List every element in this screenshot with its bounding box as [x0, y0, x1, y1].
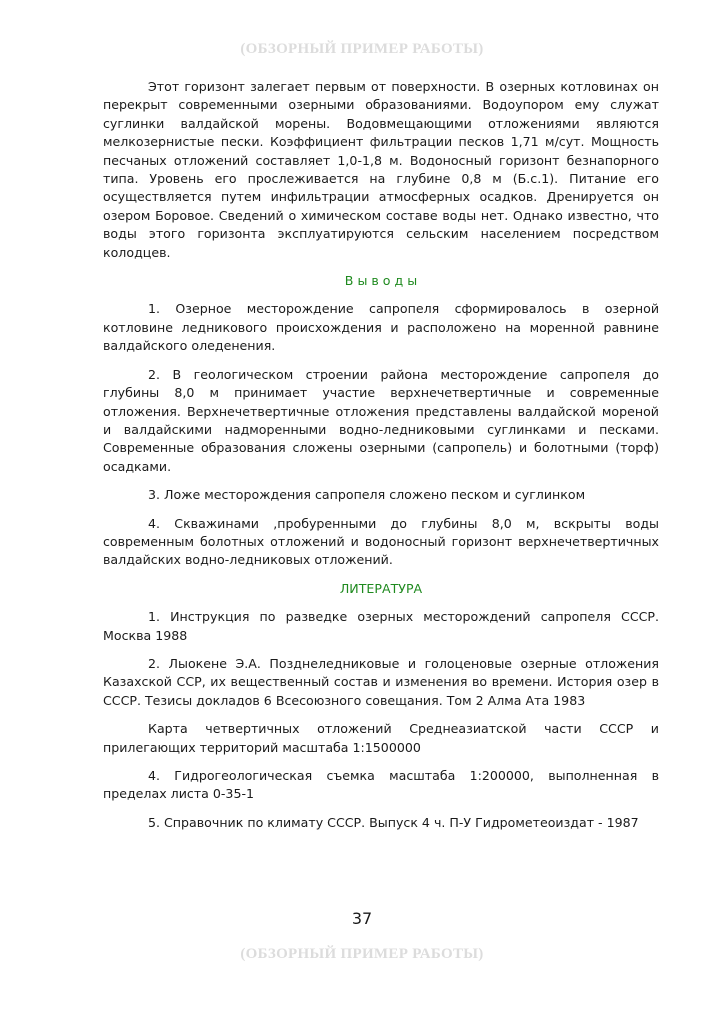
literature-item-3: Карта четвертичных отложений Среднеазиатской части СССР и прилегающих территорий масштаба 1:1500000 — [103, 721, 659, 755]
conclusions-heading: В ы в о д ы — [344, 273, 418, 289]
watermark-bottom: (ОБЗОРНЫЙ ПРИМЕР РАБОТЫ) — [240, 946, 484, 962]
literature-item-4: 4. Гидрогеологическая съемка масштаба 1:200000, выполненная в пределах листа 0-35-1 — [103, 768, 659, 802]
page-body — [103, 78, 659, 832]
literature-item-2: 2. Лыокене Э.А. Позднеледниковые и голоценовые озерные отложения Казахской ССР, их вещественный состав и изменения во времени. История озер в СССР. Тезисы докладов 6 Всесоюзного совещания. Том 2 Алма Ата 1983 — [103, 655, 659, 708]
literature-item-5: 5. Справочник по климату СССР. Выпуск 4 ч. П-У Гидрометеоиздат - 1987 — [148, 814, 639, 830]
intro-paragraph: Этот горизонт залегает первым от поверхности. В озерных котловинах он перекрыт современными озерными образованиями. Водоупором ему служат суглинки валдайской морены. Водовмещающими отложениями являются мелкозернистые пески. Коэффициент фильтрации песков 1,71 м/сут. Мощность песчаных отложений составляет 1,0-1,8 м. Водоносный горизонт безнапорного типа. Уровень его прослеживается на глубине 0,8 м (Б.с.1). Питание его осуществляется путем инфильтрации атмосферных осадков. Дренируется он озером Боровое. Сведений о химическом составе воды нет. Однако известно, что воды этого горизонта эксплуатируются сельским населением посредством колодцев. — [103, 79, 659, 260]
watermark-top: (ОБЗОРНЫЙ ПРИМЕР РАБОТЫ) — [240, 41, 484, 57]
conclusion-item-1: 1. Озерное месторождение сапропеля сформировалось в озерной котловине ледникового происхождения и расположено на моренной равнине валдайского оледенения. — [103, 301, 659, 354]
literature-item-1: 1. Инструкция по разведке озерных месторождений сапропеля СССР. Москва 1988 — [103, 609, 659, 643]
page-number: 37 — [351, 909, 373, 928]
conclusion-item-4: 4. Скважинами ,пробуренными до глубины 8,0 м, вскрыты воды современным болотных отложений и водоносный горизонт верхнечетвертичных валдайских водно-ледниковых отложений. — [103, 515, 659, 568]
conclusion-item-3: 3. Ложе месторождения сапропеля сложено песком и суглинком — [148, 487, 586, 503]
conclusion-item-2: 2. В геологическом строении района месторождение сапропеля до глубины 8,0 м принимает участие верхнечетвертичные и современные отложения. Верхнечетвертичные отложения представлены валдайской мореной и валдайскими надморенными водно-ледниковыми суглинками и песками. Современные образования сложены озерными (сапропель) и болотными (торф) осадками. — [103, 366, 659, 474]
literature-heading: ЛИТЕРАТУРА — [339, 580, 423, 596]
